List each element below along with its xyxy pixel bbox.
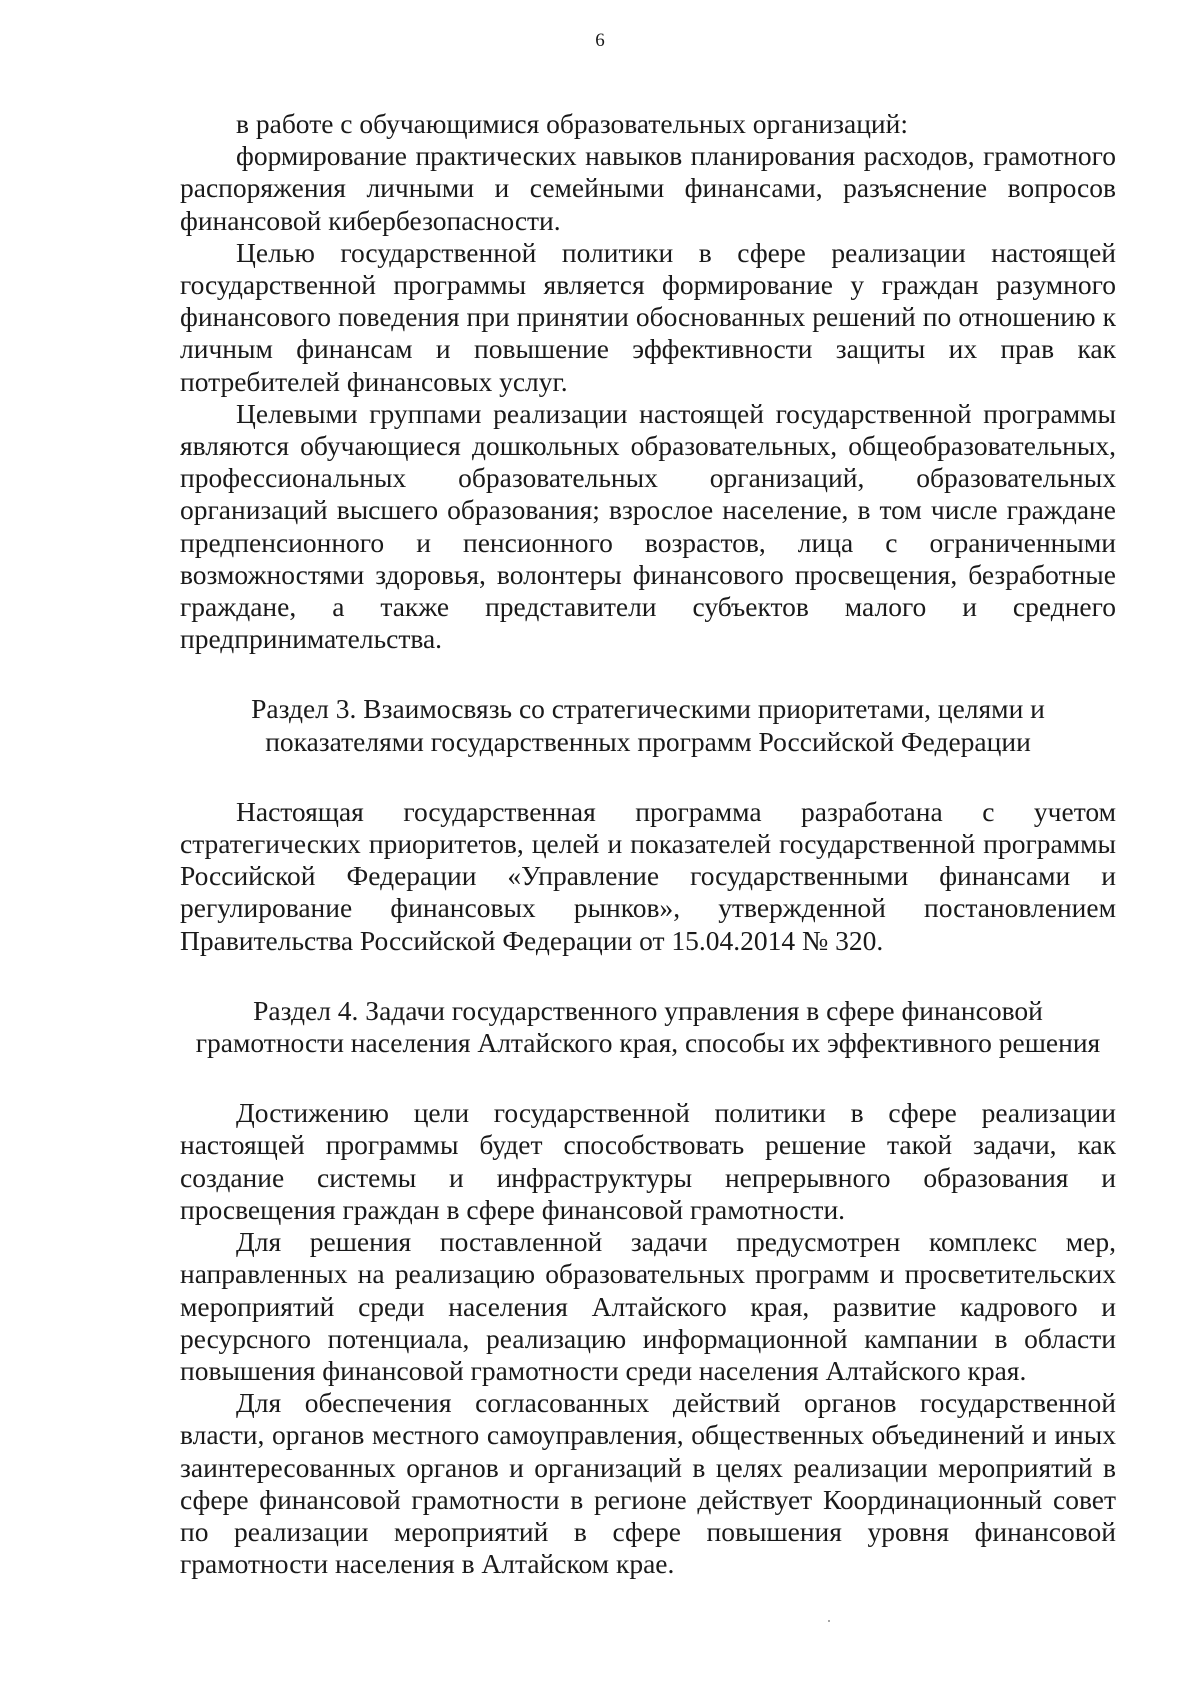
section-4-heading <box>180 995 1116 1059</box>
section-3-heading-line-1: Раздел 3. Взаимосвязь со стратегическими приоритетами, целями и <box>251 693 1045 725</box>
paragraph-intro-continued: в работе с обучающимися образовательных организаций: <box>236 108 908 139</box>
paragraph-goal-achievement: Достижению цели государственной политики в сфере реализации настоящей программы будет способствовать решение такой задачи, как создание системы и инфраструктуры непрерывного образования и просвещения граждан в сфере финансовой грамотности. <box>180 1097 1116 1225</box>
scan-artifact-dot <box>828 1620 830 1622</box>
paragraph-policy-goal: Целью государственной политики в сфере реализации настоящей государственной программы является формирование у граждан разумного финансового поведения при принятии обоснованных решений по отношению к личным финансам и повышение эффективности защиты их прав как потребителей финансовых услуг. <box>180 236 1116 397</box>
section-3-heading <box>180 693 1116 757</box>
paragraph-section-3: Настоящая государственная программа разработана с учетом стратегических приоритетов, целей и показателей государственной программы Российской Федерации «Управление государственными финансами и регулирование финансовых рынков», утвержденной постановлением Правительства Российской Федерации от 15.04.2014 № 320. <box>180 795 1116 956</box>
paragraph-target-groups: Целевыми группами реализации настоящей государственной программы являются обучающиеся дошкольных образовательных, общеобразовательных, профессиональных образовательных организаций, образовательных организаций высшего образования; взрослое население, в том числе граждане предпенсионного и пенсионного возрастов, лица с ограниченными возможностями здоровья, волонтеры финансового просвещения, безработные граждане, а также представители субъектов малого и среднего предпринимательства. <box>180 397 1116 655</box>
section-4-heading-line-1: Раздел 4. Задачи государственного управления в сфере финансовой <box>253 994 1043 1026</box>
paragraph-skills: формирование практических навыков планирования расходов, грамотного распоряжения личными и семейными финансами, разъяснение вопросов финансовой кибербезопасности. <box>180 140 1116 236</box>
section-3-heading-line-2: показателями государственных программ Российской Федерации <box>265 725 1031 757</box>
paragraph-coordination-council: Для обеспечения согласованных действий органов государственной власти, органов местного самоуправления, общественных объединений и иных заинтересованных органов и организаций в целях реализации мероприятий в сфере финансовой грамотности в регионе действует Координационный совет по реализации мероприятий в сфере повышения уровня финансовой грамотности населения в Алтайском крае. <box>180 1387 1116 1580</box>
document-body <box>180 108 1116 1580</box>
page-number: 6 <box>595 30 605 51</box>
paragraph-measures: Для решения поставленной задачи предусмотрен комплекс мер, направленных на реализацию образовательных программ и просветительских мероприятий среди населения Алтайского края, развитие кадрового и ресурсного потенциала, реализацию информационной кампании в области повышения финансовой грамотности среди населения Алтайского края. <box>180 1226 1116 1386</box>
section-4-heading-line-2: грамотности населения Алтайского края, способы их эффективного решения <box>195 1027 1101 1059</box>
